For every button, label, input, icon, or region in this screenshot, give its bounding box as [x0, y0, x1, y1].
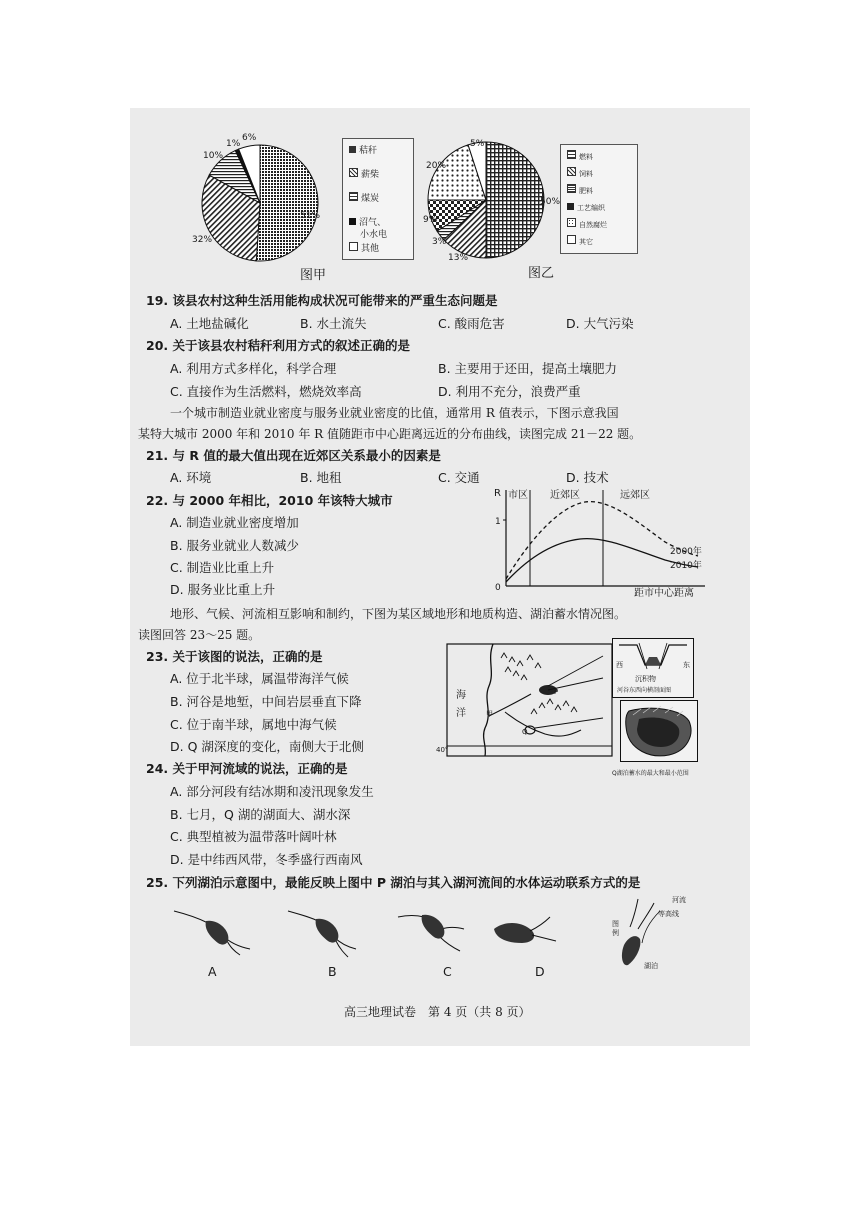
q23-option-a: A. 位于北半球，属温带海洋气候 — [170, 671, 349, 686]
inset1-caption: 河谷东西向横剖面图 — [617, 687, 672, 694]
q20-option-d: D. 利用不充分，浪费严重 — [438, 384, 581, 399]
coastline — [484, 644, 493, 756]
map-q-label: Q — [522, 728, 528, 736]
callout-line-3 — [535, 718, 603, 728]
zone-exurban: 远郊区 — [620, 490, 650, 501]
q22-option-b: B. 服务业就业人数减少 — [170, 538, 300, 553]
lake-q-extent-drawing — [621, 701, 697, 761]
series-2000-label: 2000年 — [670, 547, 702, 557]
fault-right — [659, 643, 667, 669]
q25-label-b: B — [328, 964, 337, 979]
map-lat-label: 40° — [436, 746, 449, 754]
legend-swatch — [349, 242, 358, 251]
q20-stem: 20. 关于该县农村秸秆利用方式的叙述正确的是 — [146, 338, 410, 353]
q23-option-c: C. 位于南半球，属地中海气候 — [170, 717, 337, 732]
legend-yi-2: 肥料 — [579, 187, 593, 195]
valley-sediment — [645, 657, 661, 665]
q20-option-b: B. 主要用于还田，提高土壤肥力 — [438, 361, 618, 376]
legend-yi-0: 燃料 — [579, 153, 593, 161]
inset1-west: 西 — [616, 661, 623, 669]
intro-23-25-line2: 读图回答 23～25 题。 — [138, 628, 261, 642]
chart-ytick-1: 1 — [495, 517, 501, 527]
q24-stem: 24. 关于甲河流域的说法，正确的是 — [146, 761, 348, 776]
q20-option-c: C. 直接作为生活燃料，燃烧效率高 — [170, 384, 362, 399]
q19-option-d: D. 大气污染 — [566, 316, 634, 331]
pie-yi-label-20: 20% — [426, 161, 447, 171]
legend-swatch — [349, 168, 358, 177]
q22-stem: 22. 与 2000 年相比，2010 年该特大城市 — [146, 493, 393, 508]
scanned-exam-page — [130, 108, 750, 1046]
q25-label-a: A — [208, 964, 217, 979]
map-ocean-label: 洋 — [456, 708, 466, 719]
pie-jia-label-10: 10% — [203, 151, 224, 161]
pie-yi-label-5: 5% — [470, 139, 485, 149]
pie-yi-legend — [560, 144, 638, 254]
pieYi-slice-0 — [486, 142, 544, 258]
legend-swatch — [567, 218, 576, 227]
q25-diagram-b — [288, 911, 356, 957]
inset2-caption: Q湖泊蓄水的最大和最小范围 — [612, 770, 689, 777]
q22-option-c: C. 制造业比重上升 — [170, 560, 275, 575]
pie-yi-label-50: 50% — [540, 197, 561, 207]
inset1-sediment: 沉积物 — [635, 675, 656, 683]
q25-label-d: D — [535, 964, 545, 979]
legend-swatch — [567, 167, 576, 176]
q25-legend-title: 图例 — [612, 920, 619, 937]
legend-yi-1: 饲料 — [579, 170, 593, 178]
q24-option-b: B. 七月，Q 湖的湖面大、湖水深 — [170, 807, 351, 822]
legend-swatch — [567, 184, 576, 193]
legend-jia-3: 沼气、 — [359, 218, 387, 228]
chart-ylabel: R — [494, 488, 501, 499]
map-jia-label: 甲 — [486, 710, 493, 718]
intro-23-25-line1: 地形、气候、河流相互影响和制约，下图为某区域地形和地质构造、湖泊蓄水情况图。 — [170, 607, 627, 621]
inset-valley-section — [612, 638, 694, 698]
legend-jia-5: 其他 — [361, 244, 380, 254]
map-sea-label: 海 — [456, 690, 466, 701]
pie-yi-label-3: 3% — [432, 237, 447, 247]
q25-stem: 25. 下列湖泊示意图中，最能反映上图中 P 湖泊与其入湖河流间的水体运动联系方式的是 — [146, 875, 641, 890]
q25-diagram-a — [174, 911, 250, 955]
pie-jia-label-32: 32% — [192, 235, 213, 245]
q21-stem: 21. 与 R 值的最大值出现在近郊区关系最小的因素是 — [146, 448, 441, 463]
q22-option-a: A. 制造业就业密度增加 — [170, 515, 299, 530]
pie-jia-label-51: 51% — [300, 211, 321, 221]
pie-jia-label-6: 6% — [242, 133, 257, 143]
legend-swatch — [349, 218, 356, 225]
q23-option-b: B. 河谷是地堑，中间岩层垂直下降 — [170, 694, 362, 709]
zone-suburban: 近郊区 — [550, 490, 580, 501]
q19-option-b: B. 水土流失 — [300, 316, 367, 331]
intro-21-22-line2: 某特大城市 2000 年和 2010 年 R 值随距市中心距离远近的分布曲线，读图完成 21－22 题。 — [138, 427, 642, 441]
legend-jia-4: 小水电 — [360, 230, 388, 240]
legend-jia-1: 薪柴 — [361, 170, 380, 180]
fault-left — [639, 643, 647, 669]
q25-legend-river: 河流 — [672, 896, 686, 904]
zone-urban: 市区 — [508, 490, 528, 501]
q25-diagram-d — [494, 917, 556, 943]
pieJia-slice-0 — [256, 145, 321, 261]
callout-line-1 — [548, 656, 603, 686]
q21-option-b: B. 地租 — [300, 470, 342, 485]
legend-jia-0: 秸秆 — [359, 146, 378, 156]
intro-21-22-line1: 一个城市制造业就业密度与服务业就业密度的比值，通常用 R 值表示，下图示意我国 — [170, 406, 619, 420]
pie-jia-label-1: 1% — [226, 139, 241, 149]
pie-charts-figure — [130, 108, 750, 288]
q25-label-c: C — [443, 964, 452, 979]
legend-swatch — [567, 150, 576, 159]
q20-option-a: A. 利用方式多样化，科学合理 — [170, 361, 337, 376]
q23-option-d: D. Q 湖深度的变化，南侧大于北侧 — [170, 739, 364, 754]
chart-ytick-0: 0 — [495, 583, 501, 593]
legend-yi-4: 自然腐烂 — [579, 221, 607, 229]
q24-option-d: D. 是中纬西风带，冬季盛行西南风 — [170, 852, 363, 867]
q21-option-d: D. 技术 — [566, 470, 609, 485]
legend-swatch — [349, 192, 358, 201]
q24-option-c: C. 典型植被为温带落叶阔叶林 — [170, 829, 337, 844]
chart-xlabel: 距市中心距离 — [634, 588, 694, 599]
q19-stem: 19. 该县农村这种生活用能构成状况可能带来的严重生态问题是 — [146, 293, 498, 308]
q21-option-a: A. 环境 — [170, 470, 212, 485]
legend-swatch — [349, 146, 356, 153]
q23-stem: 23. 关于该图的说法，正确的是 — [146, 649, 323, 664]
series-2010-label: 2010年 — [670, 561, 702, 571]
map-frame — [447, 644, 612, 756]
legend-swatch — [567, 203, 574, 210]
legend-jia-2: 煤炭 — [361, 194, 380, 204]
pie-yi-label-9: 9% — [423, 215, 438, 225]
q19-option-c: C. 酸雨危害 — [438, 316, 505, 331]
inset-lake-q-extent — [620, 700, 698, 762]
map-p-label: P — [554, 688, 559, 696]
q25-legend-lake: 湖泊 — [644, 962, 658, 970]
q22-option-d: D. 服务业比重上升 — [170, 582, 276, 597]
legend-yi-5: 其它 — [579, 238, 593, 246]
pie-yi-caption: 图乙 — [528, 266, 555, 281]
q19-option-a: A. 土地盐碱化 — [170, 316, 249, 331]
legend-yi-3: 工艺编织 — [577, 204, 605, 212]
pie-jia-caption: 图甲 — [300, 268, 327, 283]
q21-option-c: C. 交通 — [438, 470, 480, 485]
q24-option-a: A. 部分河段有结冰期和凌汛现象发生 — [170, 784, 374, 799]
page-footer: 高三地理试卷 第 4 页（共 8 页） — [344, 1005, 531, 1019]
q25-legend-contour: 等高线 — [658, 910, 679, 918]
q25-legend-diagram — [622, 899, 660, 965]
q25-diagram-c — [398, 915, 464, 951]
legend-swatch — [567, 235, 576, 244]
mountain-symbols — [501, 653, 577, 714]
pie-yi-label-13: 13% — [448, 253, 469, 263]
pie-jia-legend — [342, 138, 414, 260]
inset1-east: 东 — [683, 661, 690, 669]
